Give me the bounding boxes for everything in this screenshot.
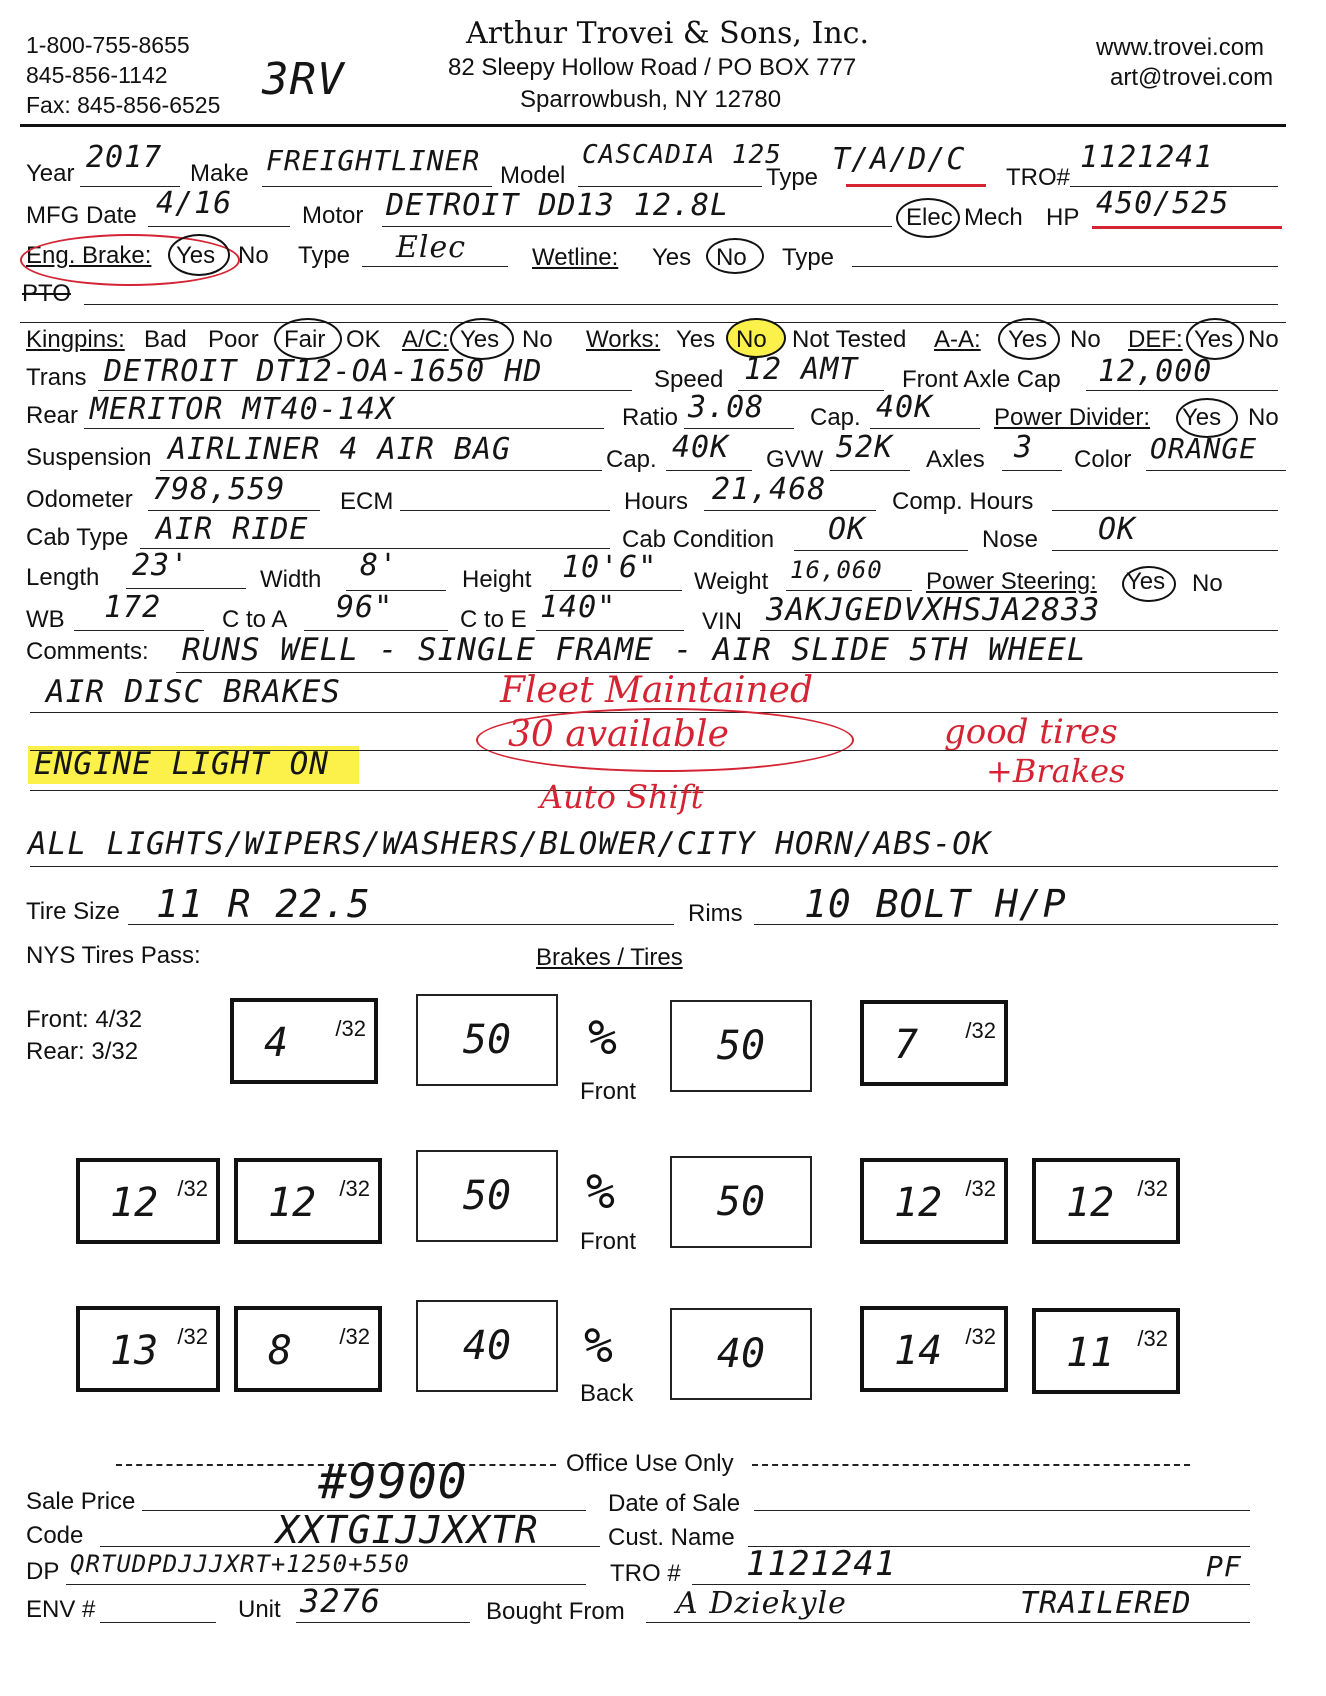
tread-unit: /32	[965, 1018, 996, 1043]
red-underline-hp	[1092, 226, 1282, 229]
value-cab-condition: OK	[828, 512, 867, 547]
label-eng-brake: Eng. Brake:	[26, 242, 152, 269]
label-cab-condition: Cab Condition	[622, 526, 775, 553]
line-mfg	[148, 226, 290, 227]
tread-box-drive1-inner-right	[860, 1158, 1008, 1244]
label-ratio: Ratio	[622, 404, 679, 431]
line-suspension	[160, 470, 602, 471]
line-gvw	[830, 470, 910, 471]
tread-box-drive2-outer-left	[76, 1306, 220, 1392]
label-ecm: ECM	[340, 488, 394, 515]
label-c-to-e: C to E	[460, 606, 527, 633]
value-type: T/A/D/C	[832, 142, 966, 177]
label-aa: A-A:	[934, 326, 981, 353]
value-c-to-e: 140"	[540, 590, 617, 625]
value-code: XXTGIJJXXTR	[276, 1508, 539, 1552]
tread-value: 12	[1066, 1180, 1115, 1226]
label-length: Length	[26, 564, 100, 591]
value-hours: 21,468	[712, 472, 827, 507]
value-ratio: 3.08	[688, 390, 765, 425]
pd-yes: Yes	[1182, 404, 1222, 431]
line-axles	[1002, 470, 1062, 471]
line-trans	[98, 390, 632, 391]
value-vin: 3AKJGEDVXHSJA2833	[766, 592, 1101, 628]
label-axles: Axles	[926, 446, 985, 473]
front-tire-requirement: Front: 4/32	[26, 1006, 143, 1033]
aa-yes: Yes	[1008, 326, 1048, 353]
label-suspension: Suspension	[26, 444, 152, 471]
label-back: Back	[580, 1380, 634, 1407]
label-nose: Nose	[982, 526, 1039, 553]
label-eng-type: Type	[298, 242, 351, 269]
line-ecm	[400, 510, 610, 511]
line-rims	[754, 924, 1278, 925]
works-yes: Yes	[676, 326, 716, 353]
label-front-axle: Front Axle Cap	[902, 366, 1061, 393]
line-tro-office	[692, 1584, 1250, 1585]
tread-box-steer-right	[860, 1000, 1008, 1086]
label-code: Code	[26, 1522, 84, 1549]
label-unit: Unit	[238, 1596, 281, 1623]
label-office-use: Office Use Only	[566, 1450, 734, 1477]
value-mfg: 4/16	[156, 186, 233, 221]
value-pf: PF	[1206, 1550, 1242, 1583]
line-rear	[84, 428, 604, 429]
line-eng-type	[362, 266, 508, 267]
line-wb	[74, 630, 204, 631]
value-length: 23'	[132, 548, 190, 583]
tread-value: 12	[110, 1180, 159, 1226]
red-note-available: 30 available	[508, 714, 729, 755]
line-vin	[760, 630, 1278, 631]
eng-brake-yes: Yes	[176, 242, 216, 269]
ac-no: No	[522, 326, 553, 353]
label-width: Width	[260, 566, 322, 593]
company-address: 82 Sleepy Hollow Road / PO BOX 777	[448, 54, 857, 81]
fax-number: Fax: 845-856-6525	[26, 92, 221, 118]
label-rims: Rims	[688, 900, 743, 927]
red-note-fleet-maintained: Fleet Maintained	[500, 670, 814, 711]
tread-unit: /32	[335, 1016, 366, 1041]
value-rear-cap: 40K	[876, 390, 934, 425]
line-code	[100, 1546, 600, 1547]
line-unit	[296, 1622, 470, 1623]
tread-unit: /32	[339, 1176, 370, 1201]
value-axles: 3	[1014, 430, 1034, 465]
brake-box-drive2-right: 40	[670, 1308, 812, 1400]
tread-value: 4	[264, 1020, 289, 1066]
line-make	[262, 186, 492, 187]
label-cust-name: Cust. Name	[608, 1524, 735, 1551]
line-tire-size	[128, 924, 674, 925]
line-cab-condition	[794, 550, 968, 551]
label-front-2: Front	[580, 1228, 637, 1255]
label-dp: DP	[26, 1558, 60, 1585]
kingpins-ok: OK	[346, 326, 381, 353]
label-env: ENV #	[26, 1596, 96, 1623]
label-tro-hash: TRO #	[610, 1560, 681, 1587]
value-suspension: AIRLINER 4 AIR BAG	[168, 432, 512, 467]
pd-no: No	[1248, 404, 1279, 431]
line-front-axle	[1086, 390, 1278, 391]
red-underline-type	[846, 184, 986, 187]
value-make: FREIGHTLINER	[266, 144, 481, 177]
label-brakes-tires: Brakes / Tires	[536, 944, 683, 971]
value-gvw: 52K	[836, 430, 894, 465]
tread-value: 7	[894, 1022, 919, 1068]
brake-box-drive1-right: 50	[670, 1156, 812, 1248]
label-mfg: MFG Date	[26, 202, 137, 229]
value-speed: 12 AMT	[744, 352, 859, 387]
comment-line-3: ENGINE LIGHT ON	[28, 746, 359, 784]
label-hours: Hours	[624, 488, 689, 515]
tread-value: 12	[268, 1180, 317, 1226]
website: www.trovei.com	[1096, 34, 1265, 61]
line-date-of-sale	[754, 1510, 1250, 1511]
phone-1: 1-800-755-8655	[26, 32, 190, 58]
section-divider	[20, 322, 1286, 323]
label-power-divider: Power Divider:	[994, 404, 1151, 431]
kingpins-bad: Bad	[144, 326, 187, 353]
label-susp-cap: Cap.	[606, 446, 657, 473]
label-front-1: Front	[580, 1078, 637, 1105]
value-c-to-a: 96"	[336, 590, 394, 625]
kingpins-poor: Poor	[208, 326, 259, 353]
tread-box-drive1-inner-left	[234, 1158, 382, 1244]
company-city: Sparrowbush, NY 12780	[520, 86, 782, 113]
tread-box-steer-left	[230, 998, 378, 1084]
line-c-to-e	[536, 630, 684, 631]
kingpins-fair: Fair	[284, 326, 326, 353]
value-weight: 16,060	[790, 556, 883, 584]
brake-box-front-right: 50	[670, 1000, 812, 1092]
rear-tire-requirement: Rear: 3/32	[26, 1038, 139, 1065]
eng-brake-no: No	[238, 242, 269, 269]
label-color: Color	[1074, 446, 1132, 473]
label-pto: PTO	[22, 280, 71, 307]
value-susp-cap: 40K	[672, 430, 730, 465]
label-c-to-a: C to A	[222, 606, 288, 633]
tread-box-drive1-outer-left	[76, 1158, 220, 1244]
line-odometer	[148, 510, 320, 511]
line-comment-3	[30, 750, 1278, 751]
ac-yes: Yes	[460, 326, 500, 353]
red-note-auto-shift: Auto Shift	[540, 778, 704, 816]
percent-symbol: %	[588, 1010, 617, 1066]
value-dp: QRTUDPDJJJXRT+1250+550	[70, 1550, 410, 1578]
value-bought-from: A Dziekyle	[676, 1586, 847, 1621]
label-comments: Comments:	[26, 638, 149, 665]
label-power-steering: Power Steering:	[926, 568, 1097, 595]
line-comp-hours	[1052, 510, 1278, 511]
tread-value: 14	[894, 1328, 943, 1374]
value-cab-type: AIR RIDE	[156, 512, 309, 547]
line-bought-from	[646, 1622, 1250, 1623]
value-sale-price: #9900	[318, 1454, 468, 1510]
line-ratio	[684, 428, 794, 429]
label-ac: A/C:	[402, 326, 449, 353]
ps-yes: Yes	[1126, 568, 1166, 595]
header-divider	[20, 124, 1286, 127]
email: art@trovei.com	[1110, 64, 1274, 91]
brake-box-drive2-left: 40	[416, 1300, 558, 1392]
line-pto	[84, 304, 1278, 305]
value-tire-size: 11 R 22.5	[156, 882, 371, 926]
label-model: Model	[500, 162, 566, 189]
label-mech: Mech	[964, 204, 1023, 231]
value-trailered: TRAILERED	[1020, 1586, 1192, 1621]
comment-line-5: ALL LIGHTS/WIPERS/WASHERS/BLOWER/CITY HORN/ABS-OK	[28, 826, 992, 862]
label-comp-hours: Comp. Hours	[892, 488, 1034, 515]
value-nose: OK	[1098, 512, 1137, 547]
label-rear: Rear	[26, 402, 79, 429]
value-rims: 10 BOLT H/P	[804, 882, 1067, 926]
tread-unit: /32	[965, 1176, 996, 1201]
def-yes: Yes	[1194, 326, 1234, 353]
value-height: 10'6"	[562, 550, 658, 585]
phone-2: 845-856-1142	[26, 62, 168, 88]
red-note-brakes: +Brakes	[986, 752, 1126, 790]
label-height: Height	[462, 566, 532, 593]
label-motor: Motor	[302, 202, 364, 229]
value-tro: 1121241	[1080, 140, 1214, 175]
line-weight	[786, 590, 912, 591]
line-length	[126, 588, 246, 589]
value-front-axle: 12,000	[1098, 354, 1213, 389]
value-trans: DETROIT DT12-OA-1650 HD	[104, 354, 543, 389]
aa-no: No	[1070, 326, 1101, 353]
label-vin: VIN	[702, 608, 743, 635]
label-year: Year	[26, 160, 75, 187]
line-color	[1146, 470, 1286, 471]
tread-unit: /32	[339, 1324, 370, 1349]
tread-box-drive1-outer-right	[1032, 1158, 1180, 1244]
label-bought-from: Bought From	[486, 1598, 625, 1625]
tread-value: 11	[1066, 1330, 1115, 1376]
works-not-tested: Not Tested	[792, 326, 907, 353]
wetline-no: No	[716, 244, 747, 271]
label-rear-cap: Cap.	[810, 404, 861, 431]
tread-value: 8	[268, 1328, 293, 1374]
label-nys-tires: NYS Tires Pass:	[26, 942, 201, 969]
label-wb: WB	[26, 606, 65, 633]
line-motor	[382, 226, 892, 227]
tread-box-drive2-outer-right	[1032, 1308, 1180, 1394]
label-make: Make	[190, 160, 249, 187]
label-tire-size: Tire Size	[26, 898, 120, 925]
tread-box-drive2-inner-right	[860, 1306, 1008, 1392]
tread-box-drive2-inner-left	[234, 1306, 382, 1392]
ps-no: No	[1192, 570, 1223, 597]
value-tro-office: 1121241	[746, 1544, 897, 1584]
value-wb: 172	[104, 590, 162, 625]
comment-line-2: AIR DISC BRAKES	[46, 674, 341, 710]
label-date-of-sale: Date of Sale	[608, 1490, 741, 1517]
works-no: No	[736, 326, 767, 353]
tread-unit: /32	[1137, 1326, 1168, 1351]
label-def: DEF:	[1128, 326, 1183, 353]
label-wetline-type: Type	[782, 244, 835, 271]
label-sale-price: Sale Price	[26, 1488, 136, 1515]
tread-unit: /32	[965, 1324, 996, 1349]
line-susp-cap	[666, 470, 752, 471]
label-hp: HP	[1046, 204, 1080, 231]
label-trans: Trans	[26, 364, 87, 391]
line-hours	[704, 510, 876, 511]
label-works: Works:	[586, 326, 661, 353]
tread-value: 13	[110, 1328, 159, 1374]
percent-symbol: %	[586, 1164, 615, 1220]
def-no: No	[1248, 326, 1279, 353]
value-unit: 3276	[300, 1582, 382, 1620]
wetline-yes: Yes	[652, 244, 692, 271]
label-weight: Weight	[694, 568, 769, 595]
label-speed: Speed	[654, 366, 724, 393]
label-wetline: Wetline:	[532, 244, 619, 271]
value-eng-type: Elec	[396, 230, 467, 265]
label-gvw: GVW	[766, 446, 824, 473]
office-dash-right	[752, 1464, 1190, 1466]
value-odometer: 798,559	[152, 472, 286, 507]
value-hp: 450/525	[1096, 186, 1230, 221]
value-model: CASCADIA 125	[582, 140, 782, 170]
red-note-good-tires: good tires	[944, 712, 1118, 752]
line-model	[578, 186, 762, 187]
tread-unit: /32	[1137, 1176, 1168, 1201]
brake-box-drive1-left: 50	[416, 1150, 558, 1242]
brake-box-front-left: 50	[416, 994, 558, 1086]
line-rear-cap	[870, 428, 980, 429]
label-tro: TRO#	[1006, 164, 1071, 191]
line-c-to-a	[304, 630, 448, 631]
value-rear: MERITOR MT40-14X	[90, 392, 395, 427]
value-year: 2017	[86, 140, 163, 175]
label-type: Type	[766, 164, 819, 191]
line-nose	[1052, 550, 1278, 551]
line-comment-5	[30, 866, 1278, 867]
label-odometer: Odometer	[26, 486, 133, 513]
line-env	[100, 1622, 216, 1623]
label-kingpins: Kingpins:	[26, 326, 125, 353]
tread-unit: /32	[177, 1324, 208, 1349]
handwritten-code: 3RV	[262, 54, 345, 105]
line-wetline-type	[852, 266, 1278, 267]
tread-value: 12	[894, 1180, 943, 1226]
label-elec: Elec	[906, 204, 953, 231]
value-motor: DETROIT DD13 12.8L	[386, 188, 730, 223]
company-name: Arthur Trovei & Sons, Inc.	[466, 16, 869, 51]
comment-line-1: RUNS WELL - SINGLE FRAME - AIR SLIDE 5TH WHEEL	[182, 632, 1087, 668]
label-cab-type: Cab Type	[26, 524, 129, 551]
value-color: ORANGE	[1150, 432, 1258, 465]
value-width: 8'	[360, 548, 399, 583]
percent-symbol: %	[584, 1318, 613, 1374]
tread-unit: /32	[177, 1176, 208, 1201]
